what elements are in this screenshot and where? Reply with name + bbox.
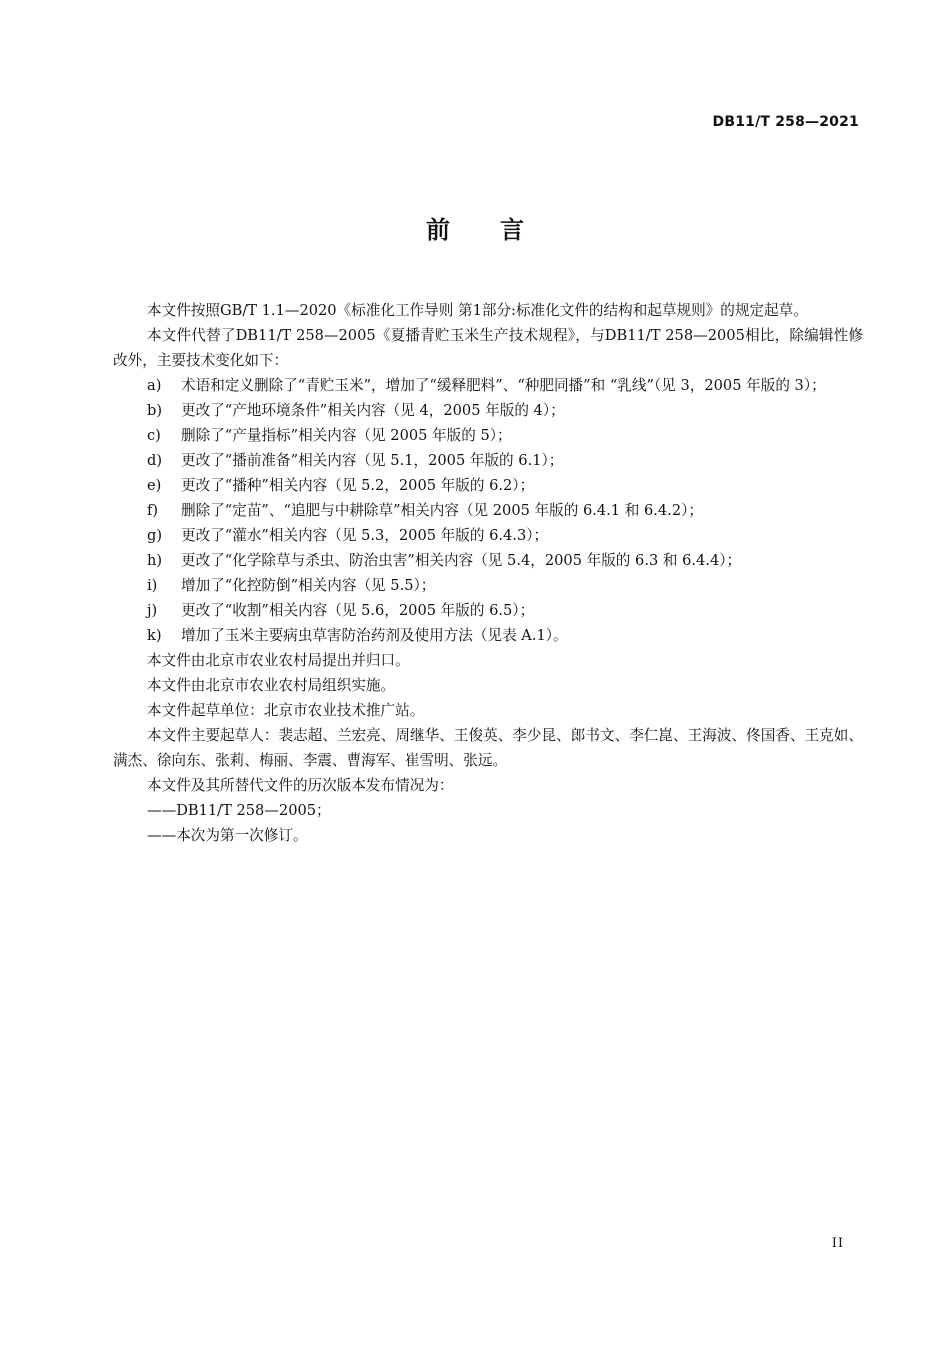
list-item (113, 623, 863, 648)
list-item (113, 373, 863, 398)
list-item (113, 423, 863, 448)
page-title: 前言 (426, 216, 574, 244)
list-text: 增加了“化控防倒”相关内容（见 5.5）； (181, 577, 436, 594)
list-marker: c) (147, 427, 161, 444)
list-item (113, 523, 863, 548)
list-text: 更改了“播种”相关内容（见 5.2，2005 年版的 6.2）； (181, 477, 535, 494)
drafters-paragraph: 本文件主要起草人：裴志超、兰宏亮、周继华、王俊英、李少昆、郎书文、李仁崑、王海波、佟国香、王克如、满杰、徐向东、张莉、梅丽、李震、曹海军、崔雪明、张远。 (113, 727, 863, 769)
list-item (113, 573, 863, 598)
list-item (113, 598, 863, 623)
history-entry: ——DB11/T 258—2005； (147, 802, 331, 819)
replacement-paragraph: 本文件代替了DB11/T 258—2005《夏播青贮玉米生产技术规程》，与DB11/T 258—2005相比，除编辑性修改外，主要技术变化如下： (113, 327, 863, 369)
foreword-body (113, 298, 863, 848)
list-item (113, 448, 863, 473)
history-intro-paragraph: 本文件及其所替代文件的历次版本发布情况为： (147, 777, 454, 794)
changes-list (113, 373, 863, 648)
list-text: 更改了“化学除草与杀虫、防治虫害”相关内容（见 5.4，2005 年版的 6.3 和 6.4.4）； (181, 552, 742, 569)
list-marker: b) (147, 402, 163, 419)
page-number: II (831, 1236, 844, 1251)
list-marker: g) (147, 527, 163, 544)
list-marker: a) (147, 377, 162, 394)
list-marker: j) (147, 602, 158, 619)
history-entry: ——本次为第一次修订。 (147, 827, 308, 844)
list-text: 删除了“产量指标”相关内容（见 2005 年版的 5）； (181, 427, 512, 444)
list-item (113, 473, 863, 498)
list-marker: h) (147, 552, 163, 569)
list-text: 术语和定义删除了“青贮玉米”，增加了“缓释肥料”、“种肥同播”和 “乳线”（见 3，2005 年版的 3）； (181, 377, 826, 394)
list-item (113, 498, 863, 523)
list-text: 更改了“播前准备”相关内容（见 5.1，2005 年版的 6.1）； (181, 452, 564, 469)
list-item (113, 548, 863, 573)
list-text: 更改了“产地环境条件”相关内容（见 4，2005 年版的 4）； (181, 402, 565, 419)
document-code: DB11/T 258—2021 (712, 114, 859, 130)
list-marker: f) (147, 502, 159, 519)
list-marker: d) (147, 452, 163, 469)
organized-by-paragraph: 本文件由北京市农业农村局组织实施。 (147, 677, 396, 694)
list-marker: e) (147, 477, 162, 494)
intro-paragraph: 本文件按照GB/T 1.1—2020《标准化工作导则 第1部分:标准化文件的结构和起草规则》的规定起草。 (147, 302, 808, 319)
list-text: 删除了“定苗”、“追肥与中耕除草”相关内容（见 2005 年版的 6.4.1 和 6.4.2）； (181, 502, 703, 519)
proposed-by-paragraph: 本文件由北京市农业农村局提出并归口。 (147, 652, 410, 669)
list-item (113, 398, 863, 423)
drafting-unit-paragraph: 本文件起草单位：北京市农业技术推广站。 (147, 702, 425, 719)
list-marker: i) (147, 577, 158, 594)
list-text: 增加了玉米主要病虫草害防治药剂及使用方法（见表 A.1）。 (181, 627, 568, 644)
list-text: 更改了“收割”相关内容（见 5.6，2005 年版的 6.5）； (181, 602, 535, 619)
list-text: 更改了“灌水”相关内容（见 5.3，2005 年版的 6.4.3）； (181, 527, 549, 544)
list-marker: k) (147, 627, 162, 644)
